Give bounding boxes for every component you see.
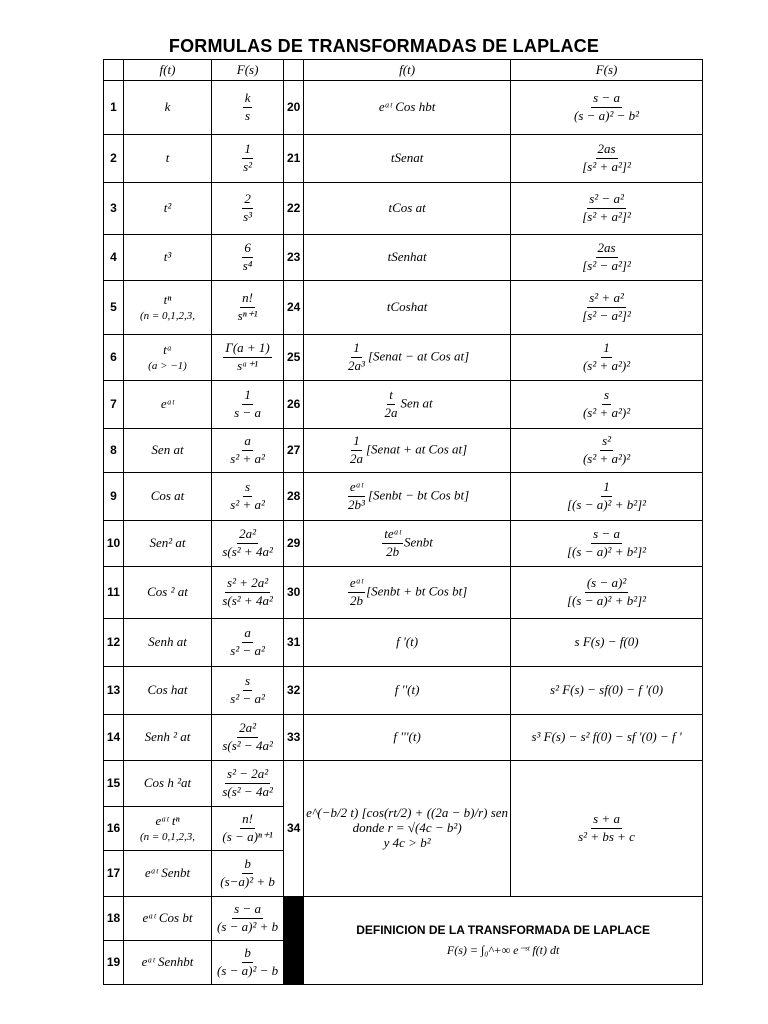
fraction: $\frac{\text{s² − a²}}{\text{[s² + a²]²}}$ xyxy=(582,191,631,224)
row-number: 32 xyxy=(284,667,304,715)
f-cell: Senh at xyxy=(124,619,212,667)
f-cell: Sen at xyxy=(124,429,212,473)
row-number: 33 xyxy=(284,715,304,761)
f-cell: tᵃ (a > −1) xyxy=(124,335,212,381)
F-cell xyxy=(212,473,284,521)
F-cell xyxy=(212,851,284,897)
row-number: 24 xyxy=(284,281,304,335)
fraction: $\frac{2as}{\text{[s² + a²]²}}$ xyxy=(582,141,631,174)
header-F-right: F(s) xyxy=(511,60,703,81)
table-row xyxy=(104,381,703,429)
F-cell xyxy=(511,473,703,521)
row-number: 18 xyxy=(104,897,124,941)
fraction: $\frac{2as}{\text{[s² − a²]²}}$ xyxy=(582,240,631,273)
row-number: 29 xyxy=(284,521,304,567)
f-cell: t² xyxy=(124,183,212,235)
F-cell xyxy=(511,335,703,381)
F-cell xyxy=(212,761,284,807)
f-cell: Cos at xyxy=(124,473,212,521)
row-number: 22 xyxy=(284,183,304,235)
f-cell: eᵃᵗ Cos hbt xyxy=(304,81,511,135)
row-number: 19 xyxy=(104,941,124,985)
row-number: 12 xyxy=(104,619,124,667)
fraction: $\frac{n!}{\text{sⁿ⁺¹}}$ xyxy=(237,290,258,323)
F-cell xyxy=(212,281,284,335)
header-blank-right xyxy=(284,60,304,81)
row-number: 30 xyxy=(284,567,304,619)
row-number: 34 xyxy=(284,761,304,897)
F-cell: s³ F(s) − s² f(0) − sf '(0) − f ' xyxy=(511,715,703,761)
row-number: 11 xyxy=(104,567,124,619)
F-cell xyxy=(212,335,284,381)
F-cell xyxy=(511,281,703,335)
F-cell xyxy=(212,135,284,183)
fraction: $\frac{\text{s²}}{\text{(s² + a²)²}}$ xyxy=(582,433,631,466)
f-cell: Cos h ²at xyxy=(124,761,212,807)
row-number: 6 xyxy=(104,335,124,381)
fraction: $\frac{s + a}{\text{s² + bs + c}}$ xyxy=(578,811,635,844)
f-cell: $\frac{\text{teᵃᵗ}}{2b}$ Senbt xyxy=(304,521,511,567)
table-row xyxy=(104,715,703,761)
F-cell xyxy=(212,81,284,135)
fraction: $\frac{1}{\text{(s² + a²)²}}$ xyxy=(582,340,631,373)
F-cell xyxy=(511,81,703,135)
fraction: $\frac{1}{\text{[(s − a)² + b²]²}}$ xyxy=(567,479,647,512)
fraction: $\frac{\text{2a²}}{\text{s(s² + 4a²}}$ xyxy=(222,526,273,559)
fraction: $\frac{s}{\text{s² − a²}}$ xyxy=(230,673,265,706)
f-cell: tⁿ (n = 0,1,2,3, xyxy=(124,281,212,335)
F-cell xyxy=(212,667,284,715)
fraction: $\frac{\text{2a²}}{\text{s(s² − 4a²}}$ xyxy=(222,720,273,753)
table-row xyxy=(104,473,703,521)
fraction: $\frac{\text{s² + a²}}{\text{[s² − a²]²}}$ xyxy=(582,290,631,323)
f-cell: tSenat xyxy=(304,135,511,183)
fraction: $\frac{b}{\text{(s−a)² + b}}$ xyxy=(220,856,275,889)
row-number: 9 xyxy=(104,473,124,521)
fraction: $\frac{s - a}{\text{[(s − a)² + b²]²}}$ xyxy=(567,526,647,559)
header-f-right: f(t) xyxy=(304,60,511,81)
fraction: $\frac{k}{s}$ xyxy=(244,90,251,123)
row-number: 16 xyxy=(104,807,124,851)
F-cell xyxy=(511,521,703,567)
fraction: $\frac{s - a}{\text{(s − a)² − b²}}$ xyxy=(574,90,640,123)
F-cell xyxy=(511,429,703,473)
fraction: $\frac{\text{s² − 2a²}}{\text{s(s² − 4a²}}$ xyxy=(222,766,273,799)
row-number: 13 xyxy=(104,667,124,715)
f-cell: f '(t) xyxy=(304,619,511,667)
f-cell: Cos hat xyxy=(124,667,212,715)
f-cell: Sen² at xyxy=(124,521,212,567)
row-number: 23 xyxy=(284,235,304,281)
f-cell: $\frac{\text{eᵃᵗ}}{2b}$ [Senbt + bt Cos bt] xyxy=(304,567,511,619)
fraction: $\frac{b}{\text{(s − a)² − b}}$ xyxy=(217,945,279,978)
F-cell xyxy=(511,567,703,619)
table-row xyxy=(104,429,703,473)
fraction: $\frac{6}{\text{s⁴}}$ xyxy=(242,240,253,273)
f-cell: e^(−b/2 t) [cos(rt/2) + ((2a − b)/r) sen donde r = √(4c − b²) y 4c > b² xyxy=(304,761,511,897)
F-cell: s F(s) − f(0) xyxy=(511,619,703,667)
definition-block xyxy=(304,897,703,985)
F-cell xyxy=(212,941,284,985)
f-cell: t xyxy=(124,135,212,183)
F-cell: s² F(s) − sf(0) − f '(0) xyxy=(511,667,703,715)
laplace-table xyxy=(103,59,703,985)
row-number: 8 xyxy=(104,429,124,473)
definition-formula: F(s) = ∫₀^+∞ e⁻ˢᵗ f(t) dt xyxy=(446,942,560,957)
row-number: 25 xyxy=(284,335,304,381)
f-cell: $\frac{1}{\text{2a³}}$ [Senat − at Cos at] xyxy=(304,335,511,381)
f-cell: eᵃᵗ Senhbt xyxy=(124,941,212,985)
F-cell xyxy=(212,183,284,235)
F-cell xyxy=(511,381,703,429)
fraction: $\frac{\Gamma(a + 1)}{\text{sᵃ⁺¹}}$ xyxy=(225,340,270,373)
f-cell: $\frac{1}{2a}$ [Senat + at Cos at] xyxy=(304,429,511,473)
fraction: $\frac{s}{\text{(s² + a²)²}}$ xyxy=(582,387,631,420)
row-number: 26 xyxy=(284,381,304,429)
header-blank-left xyxy=(104,60,124,81)
row-number: 15 xyxy=(104,761,124,807)
f-cell: Senh ² at xyxy=(124,715,212,761)
F-cell xyxy=(212,715,284,761)
f-cell: f '''(t) xyxy=(304,715,511,761)
fraction: $\frac{\text{(s − a)²}}{\text{[(s − a)² + b²]²}}$ xyxy=(567,575,647,608)
F-cell xyxy=(212,235,284,281)
table-row xyxy=(104,281,703,335)
f-cell: Cos ² at xyxy=(124,567,212,619)
f-cell: eᵃᵗ tⁿ (n = 0,1,2,3, xyxy=(124,807,212,851)
f-cell: $\frac{\text{eᵃᵗ}}{\text{2b³}}$ [Senbt − bt Cos bt] xyxy=(304,473,511,521)
F-cell xyxy=(212,521,284,567)
table-row xyxy=(104,521,703,567)
table-row xyxy=(104,81,703,135)
table-row xyxy=(104,135,703,183)
table-row xyxy=(104,897,703,941)
F-cell xyxy=(212,567,284,619)
black-separator xyxy=(284,897,304,985)
header-F-left: F(s) xyxy=(212,60,284,81)
table-row xyxy=(104,335,703,381)
definition-title: DEFINICION DE LA TRANSFORMADA DE LAPLACE xyxy=(356,922,650,937)
fraction: $\frac{2}{\text{s³}}$ xyxy=(243,191,253,224)
row-number: 27 xyxy=(284,429,304,473)
f-cell: tSenhat xyxy=(304,235,511,281)
fraction: $\frac{n!}{\text{(s − a)ⁿ⁺¹}}$ xyxy=(222,811,273,844)
row-number: 5 xyxy=(104,281,124,335)
f-cell: eᵃᵗ Senbt xyxy=(124,851,212,897)
row-number: 1 xyxy=(104,81,124,135)
f-cell: $\frac{t}{2a}$ Sen at xyxy=(304,381,511,429)
f-cell: tCos at xyxy=(304,183,511,235)
f-cell: k xyxy=(124,81,212,135)
f-cell: tCoshat xyxy=(304,281,511,335)
f-cell: eᵃᵗ Cos bt xyxy=(124,897,212,941)
row-number: 17 xyxy=(104,851,124,897)
row-number: 21 xyxy=(284,135,304,183)
row-number: 28 xyxy=(284,473,304,521)
header-row xyxy=(104,60,703,81)
F-cell xyxy=(511,183,703,235)
fraction: $\frac{s - a}{\text{(s − a)² + b}}$ xyxy=(217,901,279,934)
fraction: $\frac{a}{\text{s² + a²}}$ xyxy=(230,433,265,466)
table-row xyxy=(104,619,703,667)
table-row xyxy=(104,183,703,235)
page-title: FORMULAS DE TRANSFORMADAS DE LAPLACE xyxy=(168,36,600,56)
row-number: 20 xyxy=(284,81,304,135)
row-number: 7 xyxy=(104,381,124,429)
F-cell xyxy=(212,897,284,941)
F-cell xyxy=(212,619,284,667)
fraction: $\frac{1}{s - a}$ xyxy=(234,387,261,420)
F-cell xyxy=(511,235,703,281)
table-row xyxy=(104,667,703,715)
f-cell: t³ xyxy=(124,235,212,281)
fraction: $\frac{a}{\text{s² − a²}}$ xyxy=(230,625,265,658)
row-number: 10 xyxy=(104,521,124,567)
table-row xyxy=(104,761,703,807)
table-row xyxy=(104,567,703,619)
table-row xyxy=(104,235,703,281)
F-cell xyxy=(212,381,284,429)
row-number: 31 xyxy=(284,619,304,667)
row-number: 3 xyxy=(104,183,124,235)
f-cell: f ''(t) xyxy=(304,667,511,715)
F-cell xyxy=(212,807,284,851)
row-number: 2 xyxy=(104,135,124,183)
fraction: $\frac{\text{s² + 2a²}}{\text{s(s² + 4a²}}$ xyxy=(222,575,273,608)
F-cell xyxy=(511,761,703,897)
header-f-left: f(t) xyxy=(124,60,212,81)
row-number: 4 xyxy=(104,235,124,281)
fraction: $\frac{s}{\text{s² + a²}}$ xyxy=(230,479,265,512)
F-cell xyxy=(511,135,703,183)
F-cell xyxy=(212,429,284,473)
fraction: $\frac{1}{\text{s²}}$ xyxy=(243,141,253,174)
f-cell: eᵃᵗ xyxy=(124,381,212,429)
row-number: 14 xyxy=(104,715,124,761)
